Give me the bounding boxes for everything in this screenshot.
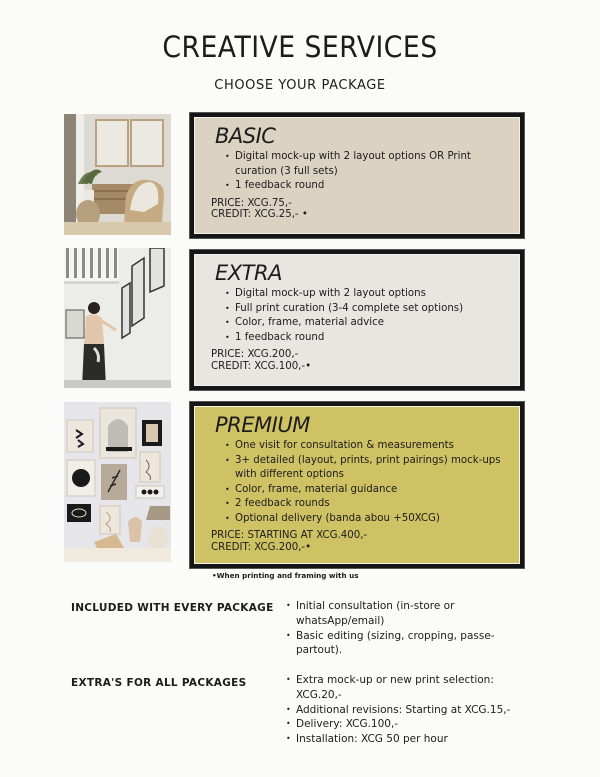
premium-package-photo <box>64 402 171 562</box>
extras-item: • Installation: XCG 50 per hour <box>296 732 536 747</box>
feature-item: • One visit for consultation & measurements <box>235 439 507 454</box>
feature-item: • 3+ detailed (layout, prints, print pairings) mock-ups with different options <box>235 454 507 483</box>
feature-item: • 2 feedback rounds <box>235 497 507 512</box>
package-card-extra <box>190 250 524 390</box>
package-credit: CREDIT: XCG.25,- • <box>211 209 308 220</box>
package-name: EXTRA <box>215 261 282 285</box>
feature-item: • Color, frame, material advice <box>235 316 507 331</box>
package-card-premium <box>190 402 524 568</box>
feature-item: • 1 feedback round <box>235 179 507 194</box>
extras-label: EXTRA'S FOR ALL PACKAGES <box>71 677 247 689</box>
feature-item: • Digital mock-up with 2 layout options OR Print curation (3 full sets) <box>235 150 507 179</box>
extras-list <box>284 673 536 747</box>
feature-item: • 1 feedback round <box>235 331 507 346</box>
extras-item: • Extra mock-up or new print selection: XCG.20,- <box>296 673 536 703</box>
included-item: • Basic editing (sizing, cropping, passe-partout). <box>296 629 536 659</box>
extras-item: • Additional revisions: Starting at XCG.15,- <box>296 703 536 718</box>
included-item: • Initial consultation (in-store or whatsApp/email) <box>296 599 536 629</box>
feature-list <box>211 439 507 526</box>
page-title: CREATIVE SERVICES <box>162 30 438 64</box>
package-name: PREMIUM <box>215 413 310 437</box>
feature-list <box>211 150 507 194</box>
package-credit: CREDIT: XCG.100,-• <box>211 360 312 372</box>
extras-item: • Delivery: XCG.100,- <box>296 717 536 732</box>
feature-item: • Color, frame, material guidance <box>235 483 507 498</box>
package-credit: CREDIT: XCG.200,-• <box>211 541 312 553</box>
feature-item: • Full print curation (3-4 complete set options) <box>235 302 507 317</box>
included-list <box>284 599 536 658</box>
basic-package-photo <box>64 114 171 235</box>
page-subtitle: CHOOSE YOUR PACKAGE <box>214 78 386 93</box>
package-price: PRICE: STARTING AT XCG.400,- <box>211 530 368 541</box>
feature-item: • Digital mock-up with 2 layout options <box>235 287 507 302</box>
included-label: INCLUDED WITH EVERY PACKAGE <box>71 602 274 614</box>
package-card-basic <box>190 113 524 238</box>
feature-list <box>211 287 507 345</box>
footnote: •When printing and framing with us <box>212 571 359 580</box>
package-price: PRICE: XCG.200,- <box>211 349 299 360</box>
package-name: BASIC <box>215 124 276 148</box>
feature-item: • Optional delivery (banda abou +50XCG) <box>235 512 507 527</box>
package-price: PRICE: XCG.75,- <box>211 197 292 209</box>
extra-package-photo <box>64 248 171 388</box>
